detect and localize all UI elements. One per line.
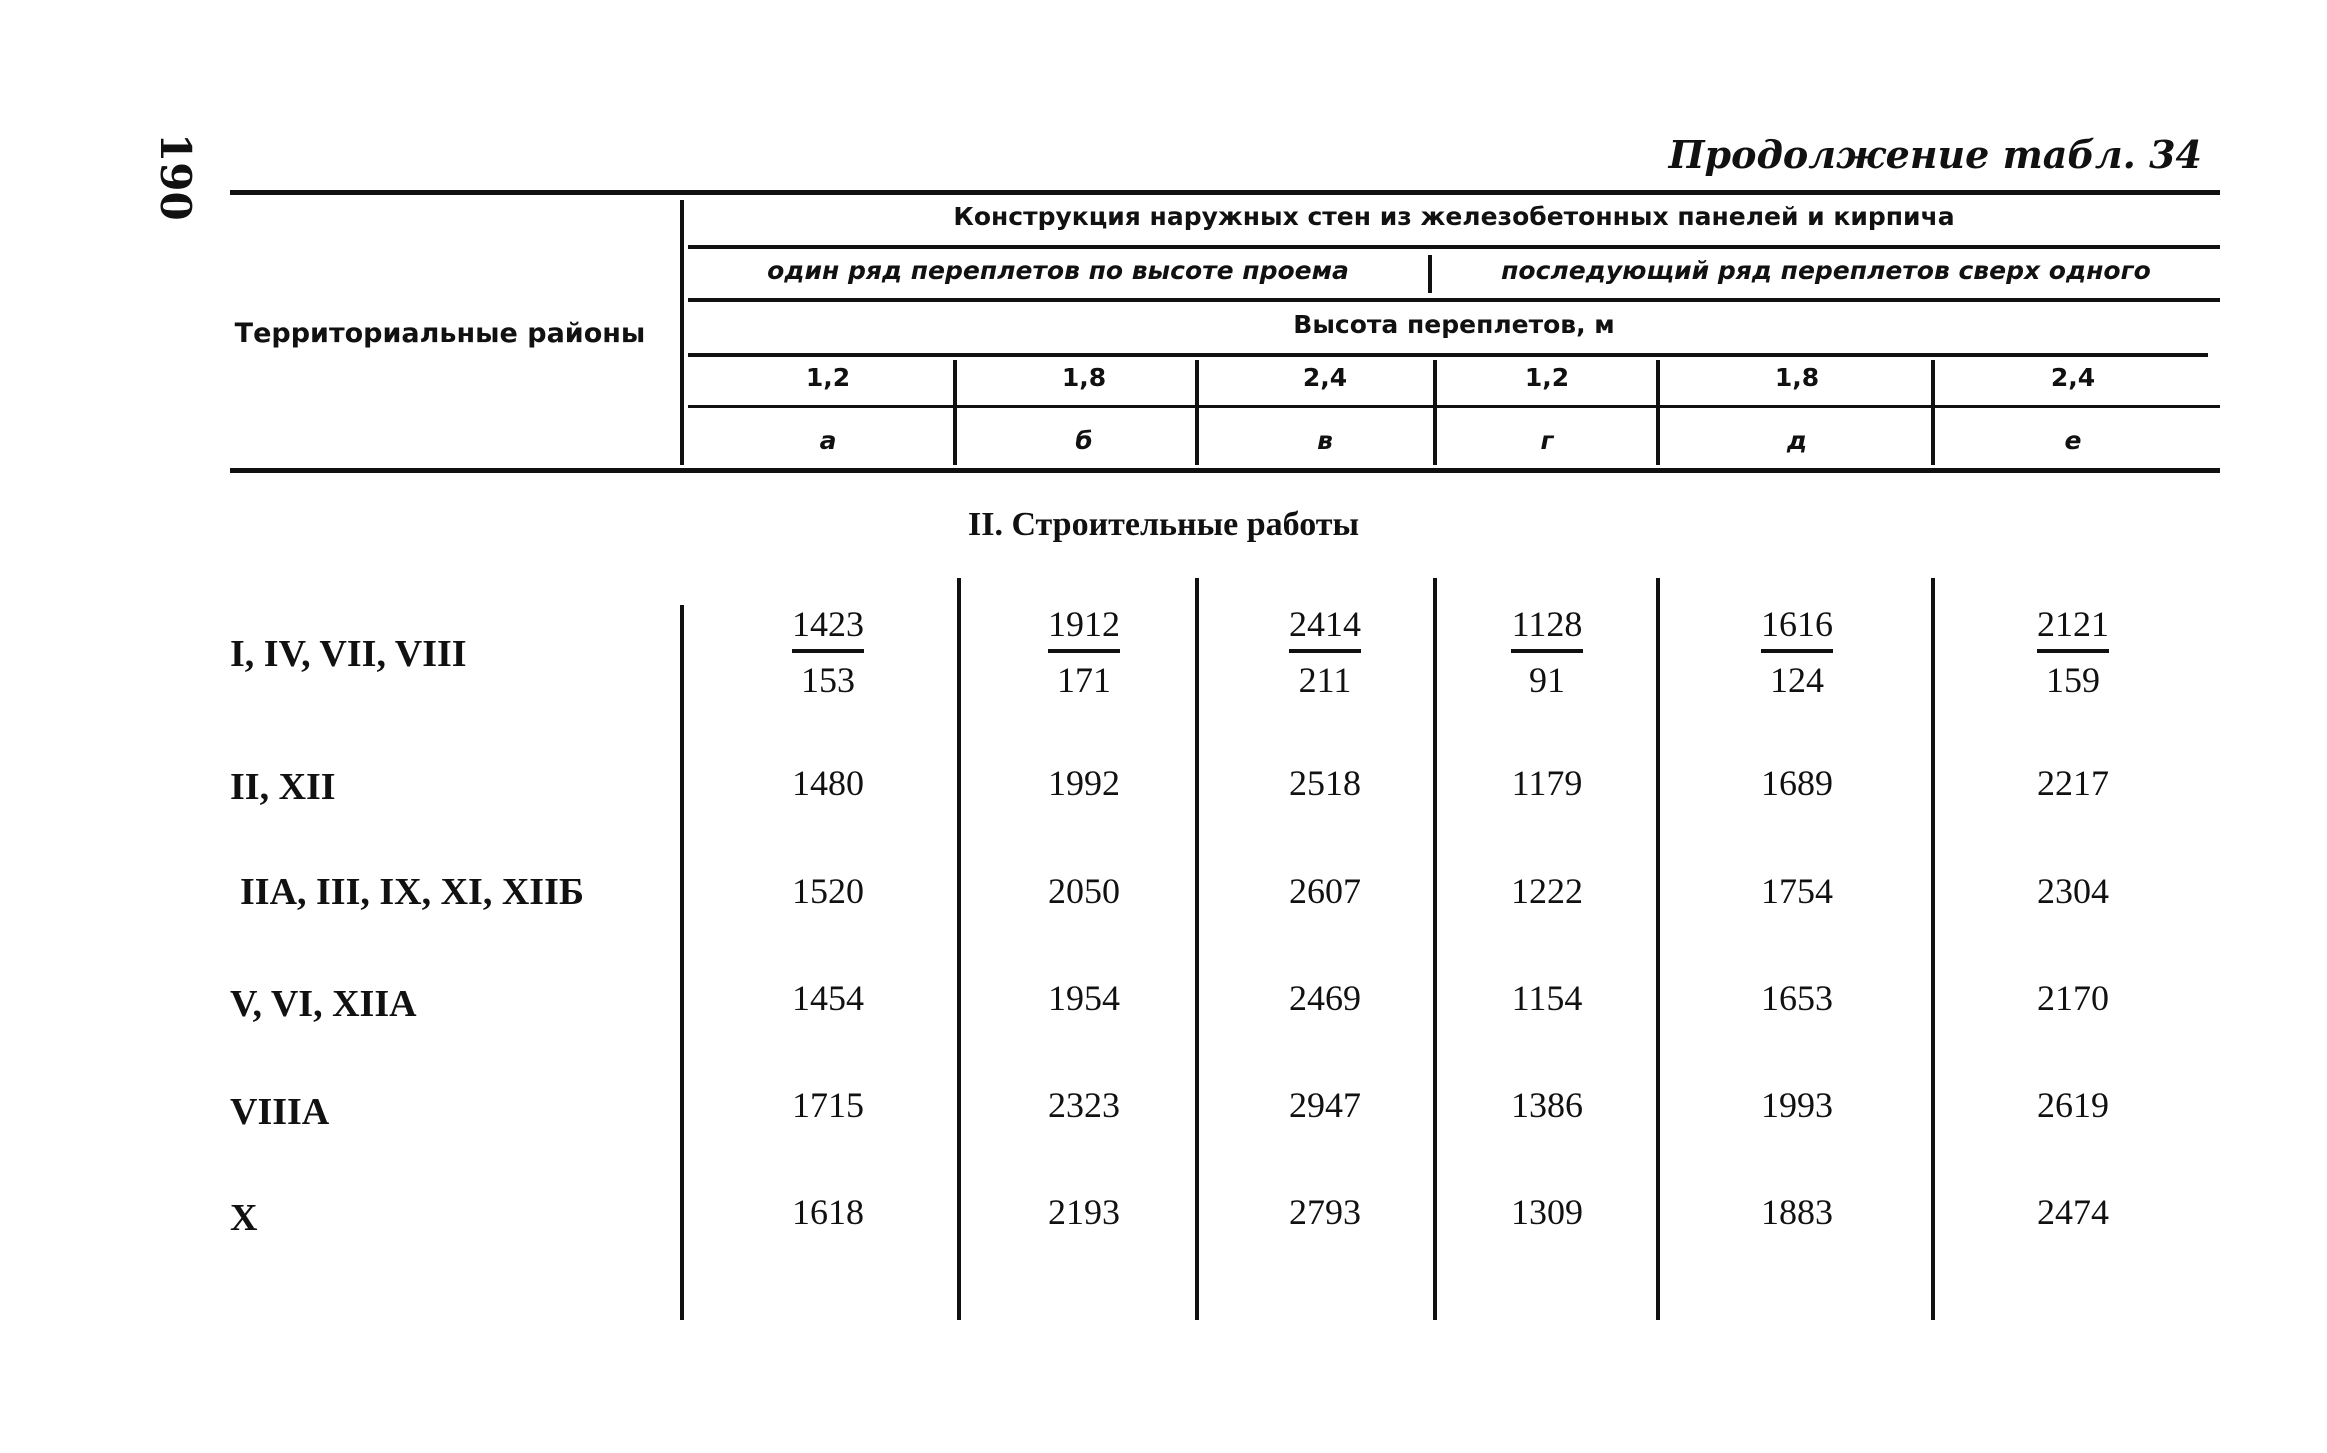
table-cell: 2323 — [1048, 1085, 1120, 1125]
table-cell-fraction — [1009, 602, 1159, 702]
header-divider-0 — [680, 200, 684, 465]
fraction-numerator: 1616 — [1761, 604, 1833, 644]
fraction-bar — [1048, 649, 1120, 653]
table-cell-fraction — [753, 602, 903, 702]
fraction-denominator: 124 — [1770, 660, 1824, 700]
letter-col-v: в — [1317, 426, 1333, 455]
fraction-denominator: 159 — [2046, 660, 2100, 700]
table-cell: 2619 — [2037, 1085, 2109, 1125]
height-col-e: 2,4 — [2050, 363, 2096, 392]
table-cell: 1883 — [1761, 1192, 1833, 1232]
fraction-numerator: 2414 — [1289, 604, 1361, 644]
fraction-bar — [1511, 649, 1583, 653]
row-label-4: V, VI, XIIА — [230, 983, 417, 1025]
table-cell: 1154 — [1511, 978, 1583, 1018]
top-rule — [230, 190, 2220, 195]
height-label-header: Высота переплетов, м — [1293, 310, 1615, 339]
fraction-denominator: 171 — [1057, 660, 1111, 700]
fraction-denominator: 211 — [1298, 660, 1352, 700]
row-label-1: I, IV, VII, VIII — [230, 633, 467, 675]
table-cell: 1653 — [1761, 978, 1833, 1018]
table-cell: 2607 — [1289, 871, 1361, 911]
row-label-5: VIIIА — [230, 1091, 330, 1133]
body-divider-3 — [1433, 578, 1437, 1320]
table-cell: 2518 — [1289, 763, 1361, 803]
table-cell: 1618 — [792, 1192, 864, 1232]
body-divider-4 — [1656, 578, 1660, 1320]
table-cell: 2474 — [2037, 1192, 2109, 1232]
row-label-6: X — [230, 1197, 258, 1239]
row-label-3: IIА, III, IX, XI, XIIБ — [240, 871, 584, 913]
header-divider-2 — [1195, 360, 1199, 465]
table-cell: 1222 — [1511, 871, 1583, 911]
fraction-denominator: 91 — [1529, 660, 1565, 700]
table-cell: 2304 — [2037, 871, 2109, 911]
table-cell: 2469 — [1289, 978, 1361, 1018]
table-cell-fraction — [1472, 602, 1622, 702]
letter-col-e: е — [2064, 426, 2082, 455]
fraction-bar — [1761, 649, 1833, 653]
table-cell: 1754 — [1761, 871, 1833, 911]
table-cell: 1520 — [792, 871, 864, 911]
fraction-bar — [792, 649, 864, 653]
table-cell: 1689 — [1761, 763, 1833, 803]
table-cell-fraction — [1722, 602, 1872, 702]
table-cell-fraction — [1250, 602, 1400, 702]
height-col-d: 1,8 — [1774, 363, 1820, 392]
height-col-v: 2,4 — [1302, 363, 1348, 392]
table-cell: 1480 — [792, 763, 864, 803]
table-cell: 2947 — [1289, 1085, 1361, 1125]
body-divider-0 — [680, 605, 684, 1320]
fraction-denominator: 153 — [801, 660, 855, 700]
height-col-b: 1,8 — [1061, 363, 1107, 392]
height-col-a: 1,2 — [805, 363, 851, 392]
table-cell: 1993 — [1761, 1085, 1833, 1125]
fraction-numerator: 2121 — [2037, 604, 2109, 644]
letter-col-a: а — [819, 426, 837, 455]
fraction-bar — [1289, 649, 1361, 653]
height-col-g: 1,2 — [1524, 363, 1570, 392]
group-one-header: один ряд переплетов по высоте проема — [767, 256, 1349, 285]
fraction-numerator: 1128 — [1511, 604, 1583, 644]
header-divider-1 — [953, 360, 957, 465]
table-cell: 2050 — [1048, 871, 1120, 911]
rule-under-construction — [688, 245, 2220, 249]
table-cell: 2793 — [1289, 1192, 1361, 1232]
region-column-header: Территориальные районы — [234, 318, 646, 349]
table-continuation-caption: Продолжение табл. 34 — [1668, 132, 2202, 177]
header-divider-5 — [1931, 360, 1935, 465]
table-cell: 2217 — [2037, 763, 2109, 803]
header-divider-4 — [1656, 360, 1660, 465]
table-cell: 1454 — [792, 978, 864, 1018]
letter-col-d: д — [1786, 426, 1808, 455]
group-two-header: последующий ряд переплетов сверх одного — [1501, 256, 2151, 285]
rule-under-groups — [688, 298, 2220, 302]
fraction-numerator: 1912 — [1048, 604, 1120, 644]
fraction-bar — [2037, 649, 2109, 653]
table-cell: 1179 — [1511, 763, 1583, 803]
table-cell-fraction — [1998, 602, 2148, 702]
table-cell: 1309 — [1511, 1192, 1583, 1232]
table-cell: 1386 — [1511, 1085, 1583, 1125]
page-number: 190 — [151, 133, 200, 221]
header-bottom-rule — [230, 468, 2220, 473]
fraction-numerator: 1423 — [792, 604, 864, 644]
rule-under-heights — [688, 405, 2220, 408]
body-divider-5 — [1931, 578, 1935, 1320]
letter-col-b: б — [1075, 426, 1093, 455]
section-title: II. Строительные работы — [967, 506, 1360, 543]
body-divider-2 — [1195, 578, 1199, 1320]
row-label-2: II, XII — [230, 766, 336, 808]
table-cell: 1954 — [1048, 978, 1120, 1018]
table-cell: 1992 — [1048, 763, 1120, 803]
rule-under-height-label — [688, 353, 2208, 357]
construction-header: Конструкция наружных стен из железобетонных панелей и кирпича — [953, 202, 1955, 231]
letter-col-g: г — [1540, 426, 1554, 455]
header-divider-3 — [1433, 360, 1437, 465]
table-cell: 1715 — [792, 1085, 864, 1125]
table-cell: 2193 — [1048, 1192, 1120, 1232]
body-divider-1 — [957, 578, 961, 1320]
table-cell: 2170 — [2037, 978, 2109, 1018]
